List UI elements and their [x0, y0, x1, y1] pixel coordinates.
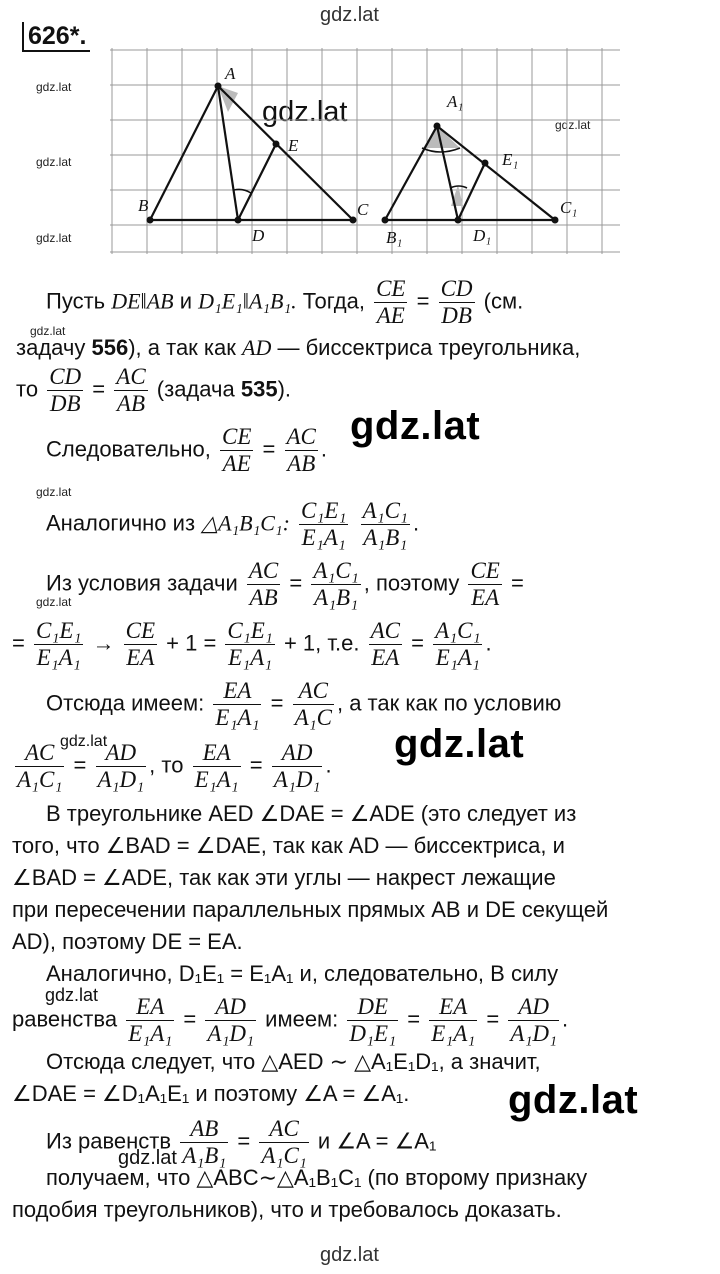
- denominator: E₁A₁: [194, 767, 239, 792]
- denominator: E₁A₁: [431, 1021, 476, 1046]
- text: , а так как по условию: [336, 690, 562, 716]
- fraction: [193, 740, 241, 793]
- operator: =: [510, 570, 524, 596]
- text: + 1, т.е.: [283, 630, 360, 656]
- fraction: [433, 618, 482, 671]
- denominator: A₁C₁: [17, 767, 63, 792]
- text: Аналогично из: [46, 510, 196, 536]
- operator: =: [73, 752, 87, 778]
- denominator: E₁A₁: [435, 645, 480, 670]
- text-line-10: В треугольнике AED ∠DAE = ∠ADE (это следует из: [46, 801, 577, 826]
- denominator: A₁C: [294, 705, 332, 730]
- fraction: [220, 424, 253, 477]
- denominator: A₁B₁: [182, 1143, 227, 1168]
- denominator: A₁B₁: [363, 525, 408, 550]
- numerator: DE: [347, 994, 398, 1021]
- text: Отсюда имеем:: [46, 690, 205, 716]
- denominator: A₁D₁: [273, 767, 321, 792]
- operator: =: [249, 752, 263, 778]
- denominator: A₁D₁: [207, 1021, 255, 1046]
- numerator: AD: [272, 740, 323, 767]
- text: .: [320, 436, 328, 462]
- operator: =: [183, 1006, 197, 1032]
- text-line-2: [16, 334, 580, 362]
- text-line-12: ∠BAD = ∠ADE, так как эти углы — накрест лежащие: [12, 865, 556, 890]
- text-line-6: [46, 558, 524, 611]
- text: Тогда,: [302, 288, 365, 314]
- fraction: [247, 558, 280, 611]
- math: AD: [242, 335, 272, 360]
- watermark: gdz.lat: [36, 80, 72, 94]
- numerator: A₁C₁: [362, 498, 408, 523]
- fraction: [34, 618, 83, 671]
- text-line-18: ∠DAE = ∠D₁A₁E₁ и поэтому ∠A = ∠A₁.: [12, 1081, 410, 1106]
- numerator: AC: [259, 1116, 308, 1143]
- text: , то: [149, 752, 184, 778]
- figure-triangles: [110, 48, 620, 254]
- fraction: [508, 994, 559, 1047]
- label-d: D: [252, 226, 265, 245]
- watermark: gdz.lat: [60, 733, 108, 750]
- numerator: CE: [376, 276, 406, 301]
- label-a: A: [225, 64, 236, 83]
- text: Из равенств: [46, 1128, 172, 1154]
- numerator: EA: [213, 678, 261, 705]
- denominator: EA: [471, 585, 500, 610]
- text: , поэтому: [363, 570, 460, 596]
- text-line-9: [12, 740, 332, 793]
- fraction: [293, 678, 334, 731]
- fraction: [285, 424, 318, 477]
- denominator: E₁A₁: [128, 1021, 173, 1046]
- watermark: gdz.lat: [36, 155, 72, 169]
- fraction: [369, 618, 402, 671]
- denominator: DB: [441, 303, 472, 328]
- arrow: →: [92, 630, 115, 656]
- fraction: [180, 1116, 228, 1169]
- fraction: [468, 558, 501, 611]
- text: (см.: [483, 288, 524, 314]
- watermark: gdz.lat: [262, 96, 348, 128]
- text-line-11: того, что ∠BAD = ∠DAE, так как AD — биссектриса, и: [12, 833, 565, 858]
- operator: =: [12, 630, 25, 656]
- operator: =: [289, 570, 303, 596]
- numerator: CE: [470, 558, 500, 583]
- text-line-5: [46, 498, 419, 551]
- operator: =: [92, 376, 106, 402]
- text-line-1: [46, 276, 523, 329]
- text: и: [179, 288, 193, 314]
- watermark: gdz.lat: [36, 485, 72, 499]
- numerator: EA: [126, 994, 174, 1021]
- denominator: E₁A₁: [36, 645, 81, 670]
- text-line-8: [46, 678, 561, 731]
- problem-number: 626*.: [22, 22, 90, 52]
- fraction: [114, 364, 147, 417]
- fraction: [15, 740, 64, 793]
- fraction: [361, 498, 410, 551]
- text: Пусть: [46, 288, 106, 314]
- fraction: [213, 678, 261, 731]
- problem-ref: 535: [240, 376, 278, 402]
- fraction: [205, 994, 256, 1047]
- text-line-16: [12, 994, 568, 1047]
- numerator: EA: [429, 994, 477, 1021]
- numerator: C₁E₁: [227, 618, 273, 643]
- denominator: AE: [376, 303, 405, 328]
- label-e: E: [288, 136, 299, 155]
- text-line-7: [12, 618, 492, 671]
- operator: =: [237, 1128, 251, 1154]
- denominator: AE: [222, 451, 251, 476]
- operator: =: [407, 1006, 421, 1032]
- watermark: gdz.lat: [36, 595, 72, 609]
- fraction: [272, 740, 323, 793]
- numerator: C₁E₁: [35, 618, 82, 643]
- text-line-17: Отсюда следует, что △AED ∼ △A₁E₁D₁, а значит,: [46, 1049, 541, 1074]
- operator: =: [270, 690, 284, 716]
- numerator: AC: [248, 558, 279, 583]
- denominator: AB: [287, 451, 316, 476]
- numerator: AC: [15, 740, 64, 767]
- numerator: EA: [193, 740, 241, 767]
- text-line-21: подобия треугольников), что и требовалось доказать.: [12, 1197, 562, 1222]
- watermark: gdz.lat: [508, 1078, 639, 1122]
- text-line-3: [16, 364, 291, 417]
- watermark: gdz.lat: [394, 722, 525, 766]
- fraction: [225, 618, 274, 671]
- text: .: [325, 752, 332, 778]
- text: .: [562, 1006, 569, 1032]
- text: имеем:: [265, 1006, 339, 1032]
- operator: =: [262, 436, 276, 462]
- text: Из условия задачи: [46, 570, 238, 596]
- problem-ref: 556: [91, 335, 129, 360]
- fraction: [47, 364, 83, 417]
- text-line-4: [46, 424, 327, 477]
- fraction: [439, 276, 475, 329]
- numerator: AB: [180, 1116, 228, 1143]
- watermark: gdz.lat: [320, 1244, 379, 1266]
- denominator: EA: [126, 645, 155, 670]
- fraction: [311, 558, 360, 611]
- numerator: CD: [440, 276, 473, 301]
- fraction: [259, 1116, 308, 1169]
- denominator: E₁A₁: [301, 525, 346, 550]
- text-line-19: [46, 1116, 436, 1169]
- label-a1: A₁: [447, 92, 464, 111]
- text: то: [16, 376, 39, 402]
- fraction: [374, 276, 407, 329]
- fraction: [96, 740, 147, 793]
- text: задачу: [16, 335, 86, 360]
- text: ), а так как: [128, 335, 236, 360]
- fraction: [126, 994, 174, 1047]
- numerator: AC: [286, 424, 316, 449]
- text-line-14: AD), поэтому DE = EA.: [12, 929, 243, 954]
- operator: =: [486, 1006, 500, 1032]
- text-line-15: Аналогично, D₁E₁ = E₁A₁ и, следовательно, В силу: [46, 961, 559, 986]
- denominator: EA: [371, 645, 400, 670]
- fraction: [299, 498, 348, 551]
- numerator: A₁C₁: [435, 618, 481, 643]
- watermark: gdz.lat: [30, 324, 66, 338]
- fraction: [429, 994, 477, 1047]
- text-line-13: при пересечении параллельных прямых AB и DE секущей: [12, 897, 609, 922]
- label-c: C: [357, 200, 369, 219]
- denominator: A₁D₁: [510, 1021, 558, 1046]
- fraction: [347, 994, 398, 1047]
- watermark: gdz.lat: [45, 985, 99, 1005]
- denominator: E₁A₁: [215, 705, 260, 730]
- text: и ∠A = ∠A₁: [317, 1128, 437, 1154]
- numerator: AD: [205, 994, 256, 1021]
- numerator: AC: [116, 364, 146, 389]
- watermark: gdz.lat: [118, 1147, 177, 1169]
- label-e1: E₁: [502, 150, 519, 169]
- numerator: AD: [96, 740, 147, 767]
- numerator: CE: [222, 424, 252, 449]
- watermark: gdz.lat: [350, 404, 481, 448]
- denominator: AB: [249, 585, 278, 610]
- denominator: A₁D₁: [97, 767, 145, 792]
- text: ).: [277, 376, 292, 402]
- watermark: gdz.lat: [36, 231, 72, 245]
- denominator: D₁E₁: [349, 1021, 397, 1046]
- math: DE‖AB: [111, 288, 174, 314]
- text: (задача: [156, 376, 235, 402]
- label-b1: B₁: [386, 228, 403, 247]
- math: △A₁B₁C₁:: [201, 510, 290, 536]
- numerator: CD: [49, 364, 82, 389]
- text: .: [412, 510, 420, 536]
- label-b: B: [138, 196, 149, 215]
- text: + 1 =: [166, 630, 217, 656]
- denominator: DB: [49, 391, 81, 416]
- numerator: AD: [508, 994, 559, 1021]
- text: .: [485, 630, 492, 656]
- triangle-a1b1c1: [385, 126, 555, 220]
- math: D₁E₁‖A₁B₁.: [198, 288, 297, 314]
- denominator: E₁A₁: [228, 645, 273, 670]
- numerator: A₁C₁: [313, 558, 359, 583]
- denominator: A₁C₁: [261, 1143, 307, 1168]
- text: равенства: [12, 1006, 118, 1032]
- watermark: gdz.lat: [320, 4, 379, 26]
- text-line-20: получаем, что △ABC∼△A₁B₁C₁ (по второму признаку: [46, 1165, 588, 1190]
- text: — биссектриса треугольника,: [277, 335, 581, 360]
- numerator: AC: [293, 678, 334, 705]
- numerator: AC: [370, 618, 400, 643]
- grid: [110, 48, 620, 254]
- denominator: AB: [116, 391, 146, 416]
- numerator: C₁E₁: [301, 498, 347, 523]
- denominator: A₁B₁: [314, 585, 359, 610]
- label-d1: D₁: [473, 226, 492, 245]
- text: Следовательно,: [46, 436, 211, 462]
- label-c1: C₁: [560, 198, 578, 217]
- fraction: [124, 618, 157, 671]
- numerator: CE: [125, 618, 156, 643]
- operator: =: [416, 288, 430, 314]
- operator: =: [411, 630, 424, 656]
- watermark: gdz.lat: [555, 118, 591, 132]
